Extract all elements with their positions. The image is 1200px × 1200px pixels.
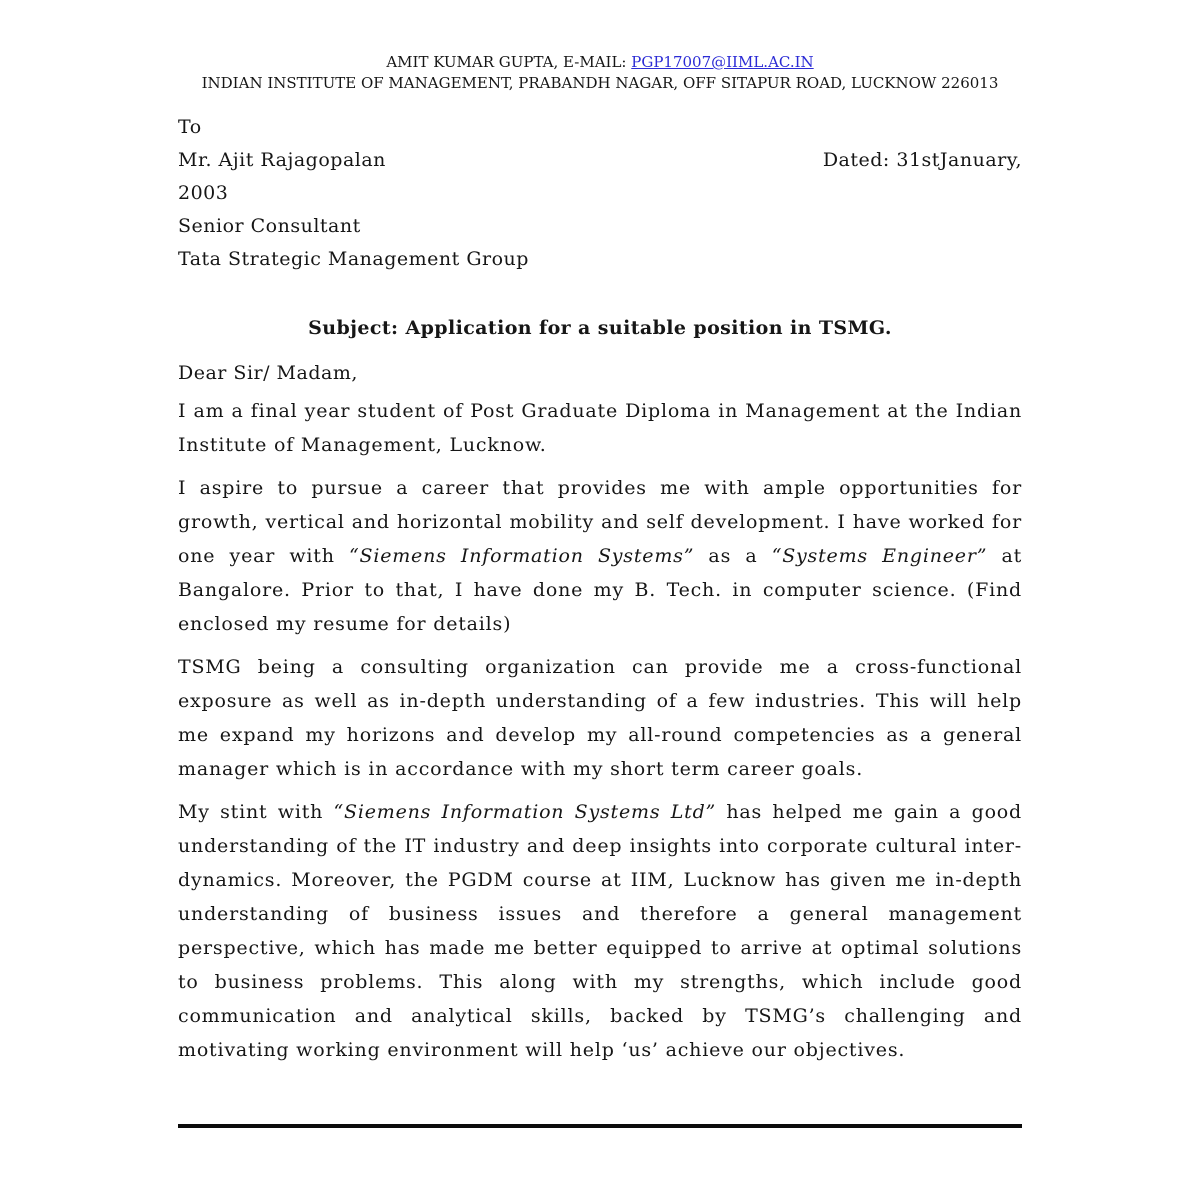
letter-date: Dated: 31stJanuary, — [822, 149, 1022, 171]
recipient-name: Mr. Ajit Rajagopalan — [178, 149, 386, 171]
paragraph-4-text: My stint with — [178, 801, 334, 823]
subject-line: Subject: Application for a suitable position in TSMG. — [308, 317, 892, 339]
letterhead-line1 — [178, 52, 1022, 73]
recipient-block — [178, 116, 1022, 270]
letter-body — [178, 394, 1022, 1067]
paragraph-4 — [178, 795, 1022, 1067]
paragraph-2-text: at Bangalore. Prior to that, I have done my B. Tech. in computer science. (Find enclosed my resume for details) — [178, 545, 1023, 635]
recipient-name-date-row — [178, 149, 1022, 171]
salutation: Dear Sir/ Madam, — [178, 362, 358, 384]
paragraph-1: I am a final year student of Post Graduate Diploma in Management at the Indian Institute of Management, Lucknow. — [178, 400, 1022, 456]
email-link[interactable]: PGP17007@IIML.AC.IN — [631, 53, 814, 71]
recipient-to: To — [178, 116, 202, 138]
paragraph-4-text: has helped me gain a good understanding of the IT industry and deep insights into corporate cultural inter-dynamics. Moreover, the PGDM course at IIM, Lucknow has given me in-depth understanding of business issues and therefore a general management perspective, which has made me better equipped to arrive at optimal solutions to business problems. This along with my strengths, which include good communication and analytical skills, backed by TSMG’s challenging and motivating working environment will help ‘us’ achieve our objectives. — [178, 801, 1023, 1061]
paragraph-2-text: I aspire to pursue a career that provides me with ample opportunities for growth, vertical and horizontal mobility and self development. I have worked for one year with — [178, 477, 1022, 567]
recipient-company: Tata Strategic Management Group — [178, 248, 529, 270]
letter-date-year: 2003 — [178, 182, 229, 204]
company-name-italic: “Siemens Information Systems Ltd” — [333, 801, 717, 823]
paragraph-2 — [178, 471, 1022, 641]
footer-divider — [178, 1124, 1022, 1128]
paragraph-3: TSMG being a consulting organization can provide me a cross-functional exposure as well as in-depth understanding of a few industries. This will help me expand my horizons and develop my all-round competencies as a general manager which is in accordance with my short term career goals. — [178, 656, 1022, 780]
letter-page — [178, 52, 1022, 1076]
letterhead-line2: INDIAN INSTITUTE OF MANAGEMENT, PRABANDH NAGAR, OFF SITAPUR ROAD, LUCKNOW 226013 — [201, 74, 999, 92]
paragraph-2-text: as a — [694, 545, 772, 567]
company-name-italic: “Siemens Information Systems” — [348, 545, 695, 567]
sender-name-email-label: AMIT KUMAR GUPTA, E-MAIL: — [386, 53, 632, 71]
job-title-italic: “Systems Engineer” — [771, 545, 988, 567]
letterhead — [178, 52, 1022, 94]
recipient-designation: Senior Consultant — [178, 215, 361, 237]
